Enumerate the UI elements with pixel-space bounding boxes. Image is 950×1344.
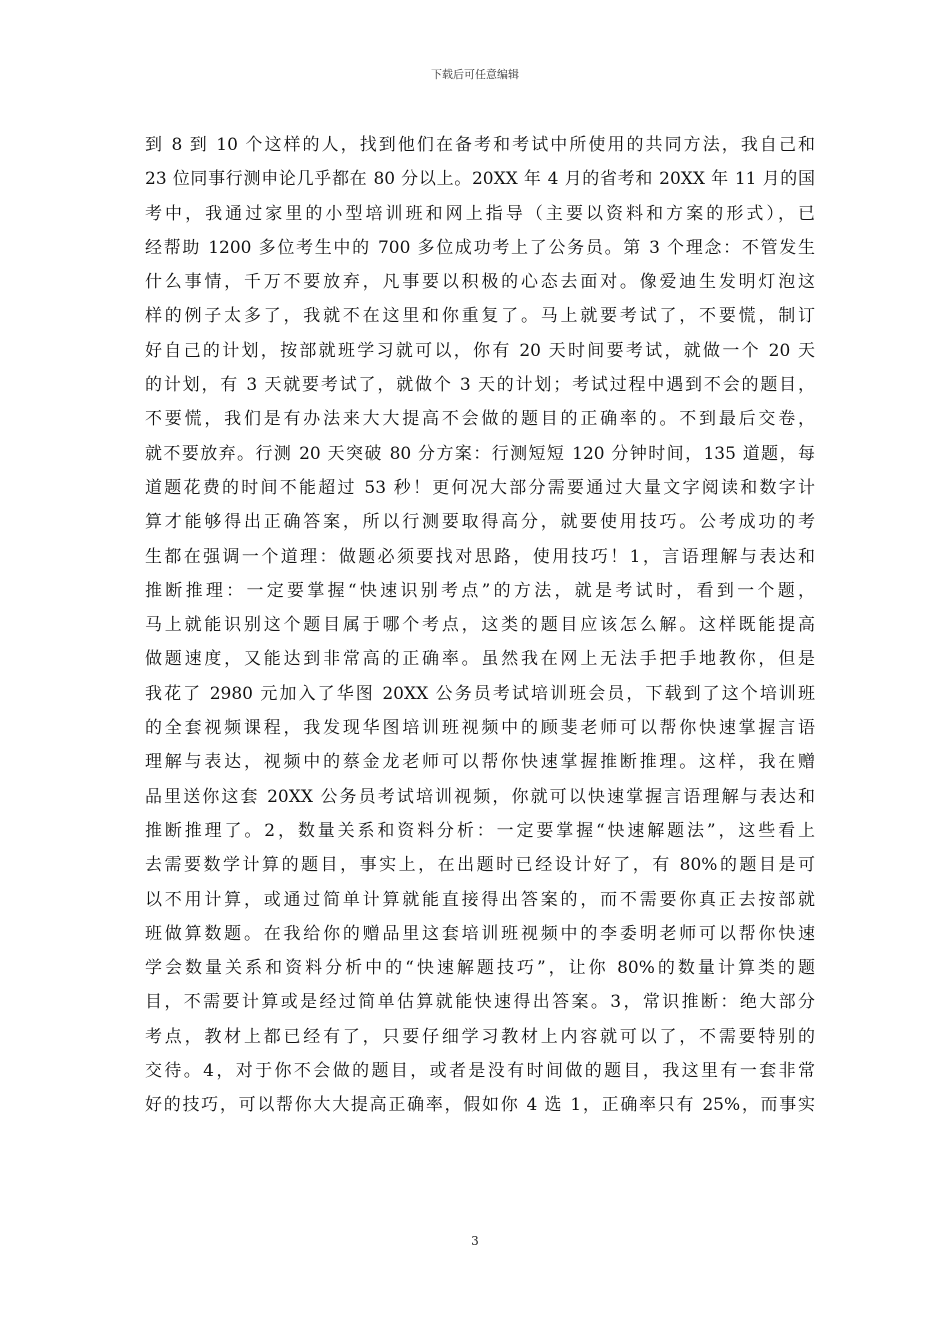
text-line: 做题速度，又能达到非常高的正确率。虽然我在网上无法手把手地教你，但是 [145, 649, 815, 670]
text-line: 经帮助 1200 多位考生中的 700 多位成功考上了公务员。第 3 个理念：不管发生 [145, 237, 815, 258]
text-line: 班做算数题。在我给你的赠品里这套培训班视频中的李委明老师可以帮你快速 [145, 923, 815, 944]
text-line: 交待。4，对于你不会做的题目，或者是没有时间做的题目，我这里有一套非常 [145, 1061, 815, 1082]
text-line: 目，不需要计算或是经过简单估算就能快速得出答案。3，常识推断：绝大部分 [145, 992, 815, 1013]
text-line: 23 位同事行测申论几乎都在 80 分以上。20XX 年 4 月的省考和 20XX 年 11 月的国 [145, 169, 815, 190]
text-line: 去需要数学计算的题目，事实上，在出题时已经设计好了，有 80%的题目是可 [145, 855, 815, 876]
text-line: 算才能够得出正确答案，所以行测要取得高分，就要使用技巧。公考成功的考 [145, 512, 815, 533]
text-line: 到 8 到 10 个这样的人，找到他们在备考和考试中所使用的共同方法，我自己和 [145, 135, 815, 155]
text-line: 学会数量关系和资料分析中的“快速解题技巧”，让你 80%的数量计算类的题 [145, 958, 815, 979]
text-line: 什么事情，千万不要放弃，凡事要以积极的心态去面对。像爱迪生发明灯泡这 [145, 272, 815, 293]
page-number: 3 [471, 1234, 479, 1248]
text-line: 我花了 2980 元加入了华图 20XX 公务员考试培训班会员，下载到了这个培训班 [145, 683, 815, 704]
text-line: 的计划，有 3 天就要考试了，就做个 3 天的计划；考试过程中遇到不会的题目， [145, 375, 815, 396]
text-line: 样的例子太多了，我就不在这里和你重复了。马上就要考试了，不要慌，制订 [145, 306, 815, 327]
body-paragraph [145, 128, 815, 1123]
text-line: 道题花费的时间不能超过 53 秒！更何况大部分需要通过大量文字阅读和数字计 [145, 477, 815, 498]
text-line: 马上就能识别这个题目属于哪个考点，这类的题目应该怎么解。这样既能提高 [145, 615, 815, 636]
text-line: 理解与表达，视频中的蔡金龙老师可以帮你快速掌握推断推理。这样，我在赠 [145, 752, 815, 773]
text-line: 推断推理：一定要掌握“快速识别考点”的方法，就是考试时，看到一个题， [145, 580, 815, 601]
text-line: 不要慌，我们是有办法来大大提高不会做的题目的正确率的。不到最后交卷， [145, 409, 815, 430]
text-line: 考中，我通过家里的小型培训班和网上指导（主要以资料和方案的形式），已 [145, 203, 815, 224]
text-line: 好自己的计划，按部就班学习就可以，你有 20 天时间要考试，就做一个 20 天 [145, 340, 815, 361]
text-line: 考点，教材上都已经有了，只要仔细学习教材上内容就可以了，不需要特别的 [145, 1026, 815, 1047]
text-line: 生都在强调一个道理：做题必须要找对思路，使用技巧！1，言语理解与表达和 [145, 546, 815, 567]
text-line: 以不用计算，或通过简单计算就能直接得出答案的，而不需要你真正去按部就 [145, 889, 815, 910]
page-header: 下载后可任意编辑 [431, 68, 519, 81]
text-line: 好的技巧，可以帮你大大提高正确率，假如你 4 选 1，正确率只有 25%，而事实 [145, 1095, 815, 1116]
text-line: 就不要放弃。行测 20 天突破 80 分方案：行测短短 120 分钟时间，135 道题，每 [145, 443, 815, 464]
text-line: 品里送你这套 20XX 公务员考试培训视频，你就可以快速掌握言语理解与表达和 [145, 786, 815, 807]
text-line: 推断推理了。2，数量关系和资料分析：一定要掌握“快速解题法”，这些看上 [145, 820, 815, 841]
text-line: 的全套视频课程，我发现华图培训班视频中的顾斐老师可以帮你快速掌握言语 [145, 718, 815, 739]
